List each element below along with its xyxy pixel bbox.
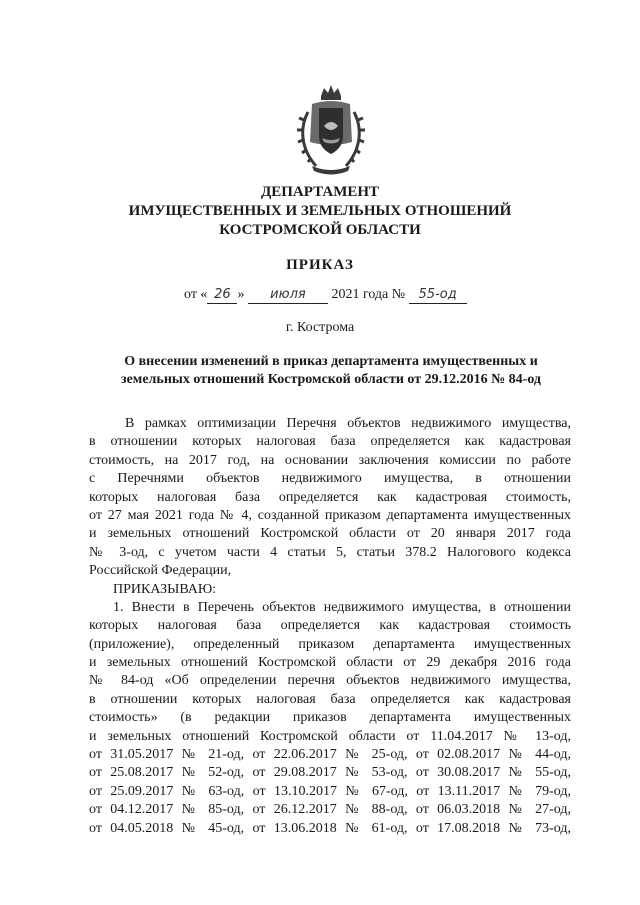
date-year-text: 2021 года № bbox=[331, 287, 406, 302]
subject-line-1: О внесении изменений в приказ департамента имущественных и bbox=[124, 354, 538, 369]
order-number: 55-од bbox=[418, 287, 457, 302]
body-line: от 31.05.2017 № 21-од, от 22.06.2017 № 25-од, от 02.08.2017 № 44-од, bbox=[89, 747, 571, 763]
body-line: от 27 мая 2021 года № 4, созданной приказом департамента имущественных bbox=[89, 507, 571, 523]
department-title-line-1: ДЕПАРТАМЕНТ bbox=[260, 184, 380, 200]
department-title-line-3: КОСТРОМСКОЙ ОБЛАСТИ bbox=[219, 222, 421, 238]
body-line: от 04.05.2018 № 45-од, от 13.06.2018 № 61-од, от 17.08.2018 № 73-од, bbox=[89, 820, 571, 836]
body-line: от 25.09.2017 № 63-од, от 13.10.2017 № 67-од, от 13.11.2017 № 79-од, bbox=[89, 783, 571, 799]
body-line: и земельных отношений Костромской области от 29 декабря 2016 года bbox=[89, 655, 571, 671]
body-line: которых налоговая база определяется как кадастровая стоимость, bbox=[89, 489, 571, 505]
city: г. Кострома bbox=[285, 320, 355, 335]
body-line: с Перечнями объектов недвижимого имущества, в отношении bbox=[89, 471, 571, 487]
coat-of-arms-icon bbox=[294, 82, 368, 178]
subject-line-2: земельных отношений Костромской области от 29.12.2016 № 84-од bbox=[120, 372, 542, 387]
body-line: 1. Внести в Перечень объектов недвижимого имущества, в отношении bbox=[113, 599, 571, 615]
body-line: В рамках оптимизации Перечня объектов недвижимого имущества, bbox=[125, 416, 571, 431]
body-line: № 84-од «Об определении перечня объектов недвижимого имущества, bbox=[89, 673, 571, 689]
order-body bbox=[89, 415, 571, 838]
order-directive: ПРИКАЗЫВАЮ: bbox=[113, 581, 217, 597]
order-subject bbox=[96, 353, 566, 389]
body-line: № 3-од, с учетом части 4 статьи 5, статьи 378.2 Налогового кодекса bbox=[89, 544, 571, 560]
department-title-line-2: ИМУЩЕСТВЕННЫХ И ЗЕМЕЛЬНЫХ ОТНОШЕНИЙ bbox=[128, 203, 512, 219]
body-line: в отношении которых налоговая база определяется как кадастровая bbox=[89, 691, 571, 707]
body-line: стоимость, на 2017 год, на основании заключения комиссии по работе bbox=[89, 452, 571, 468]
date-month: июля bbox=[270, 287, 306, 302]
body-line: от 25.08.2017 № 52-од, от 29.08.2017 № 53-од, от 30.08.2017 № 55-од, bbox=[89, 765, 571, 781]
order-date-line bbox=[184, 287, 467, 304]
date-prefix: от « bbox=[184, 287, 208, 302]
body-line: (приложение), определенный приказом департамента имущественных bbox=[89, 636, 571, 652]
body-line: и земельных отношений Костромской области от 20 января 2017 года bbox=[89, 526, 571, 542]
date-day: 26 bbox=[214, 287, 231, 302]
body-line: в отношении которых налоговая база определяется как кадастровая bbox=[89, 434, 571, 450]
body-line: стоимость» (в редакции приказов департамента имущественных bbox=[89, 710, 571, 726]
body-line: и земельных отношений Костромской области от 11.04.2017 № 13-од, bbox=[89, 728, 571, 744]
body-line: Российской Федерации, bbox=[89, 563, 232, 579]
order-title: ПРИКАЗ bbox=[286, 257, 354, 273]
date-close-quote: » bbox=[237, 287, 245, 302]
body-line: от 04.12.2017 № 85-од, от 26.12.2017 № 88-од, от 06.03.2018 № 27-од, bbox=[89, 802, 571, 818]
body-line: которых налоговая база определяется как кадастровая стоимость bbox=[89, 618, 571, 634]
